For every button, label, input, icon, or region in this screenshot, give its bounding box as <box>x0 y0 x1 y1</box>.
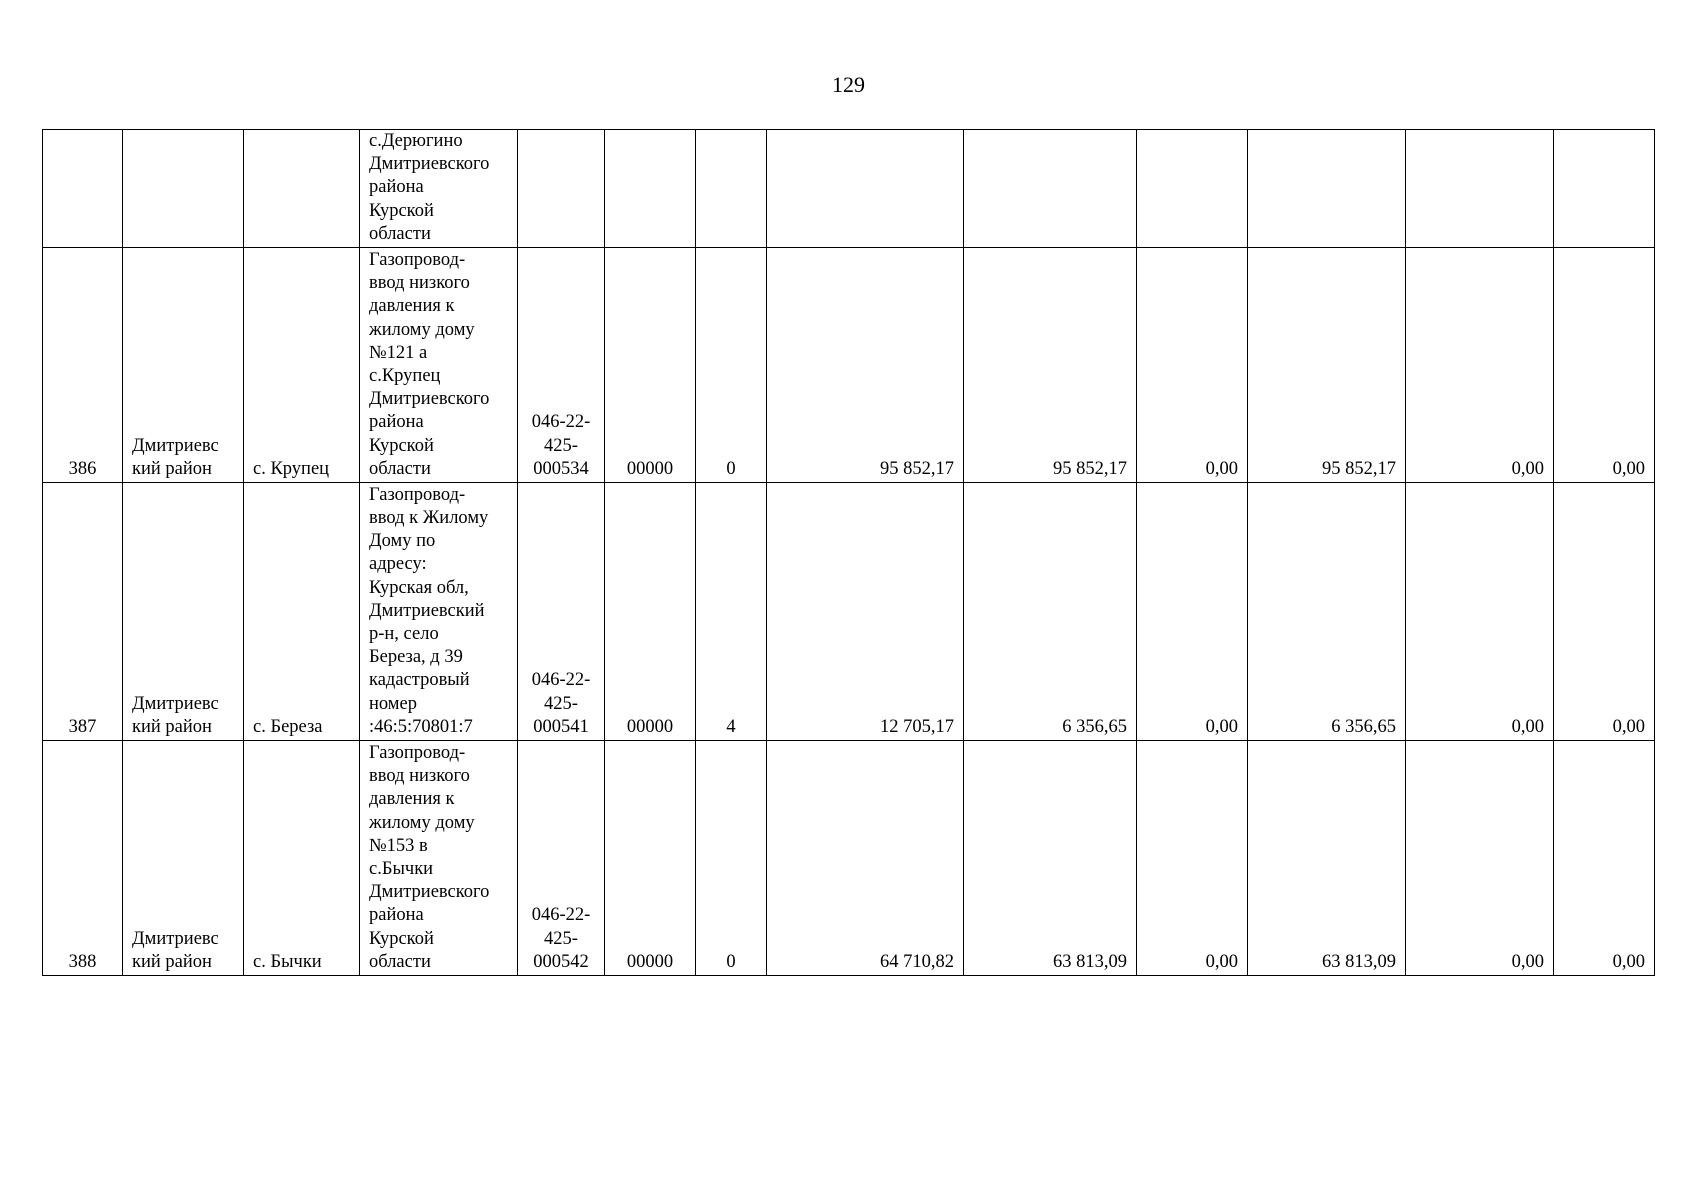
description-line: №153 в <box>369 835 428 856</box>
code-line: 000542 <box>533 951 589 972</box>
amount-cell <box>1248 130 1406 248</box>
flag-cell: 0 <box>696 248 767 483</box>
description-line: Дмитриевский <box>369 600 485 621</box>
amount-cell: 0,00 <box>1554 248 1655 483</box>
description-line: области <box>369 458 431 479</box>
description-line: Дмитриевского <box>369 882 490 903</box>
amount-cell: 63 813,09 <box>964 741 1137 976</box>
description-line: с.Бычки <box>369 859 434 879</box>
code-line: 000541 <box>533 716 589 737</box>
amount-cell: 95 852,17 <box>964 248 1137 483</box>
district-cell <box>123 741 244 976</box>
description-line: адресу: <box>369 554 427 575</box>
table-row <box>43 741 1655 976</box>
description-line: р-н, село <box>369 624 439 644</box>
amount-cell: 0,00 <box>1406 483 1554 741</box>
locality-cell <box>244 130 360 248</box>
description-line: района <box>369 905 424 926</box>
code-line: 000534 <box>533 458 589 479</box>
amount-cell: 0,00 <box>1554 483 1655 741</box>
row-number-cell: 388 <box>43 741 123 976</box>
description-cell <box>360 483 518 741</box>
zeros-cell <box>605 130 696 248</box>
amount-cell: 6 356,65 <box>964 483 1137 741</box>
row-number-cell <box>43 130 123 248</box>
code-line: 425- <box>544 693 578 714</box>
description-cell <box>360 741 518 976</box>
code-line: 046-22- <box>531 905 591 926</box>
district-cell <box>123 483 244 741</box>
locality-cell: с. Крупец <box>244 248 360 483</box>
page-number: 129 <box>832 72 865 97</box>
code-line: 046-22- <box>531 670 591 691</box>
code-cell <box>518 483 605 741</box>
description-line: Курской <box>369 435 434 456</box>
description-line: №121 а <box>369 342 428 363</box>
district-cell <box>123 248 244 483</box>
description-line: Дмитриевского <box>369 154 490 175</box>
description-line: жилому дому <box>369 812 475 833</box>
description-line: области <box>369 223 431 244</box>
description-line: :46:5:70801:7 <box>369 716 473 737</box>
description-cell <box>360 130 518 248</box>
table-row <box>43 483 1655 741</box>
description-line: номер <box>369 693 417 714</box>
amount-cell <box>1137 130 1248 248</box>
zeros-cell: 00000 <box>605 248 696 483</box>
amount-cell <box>964 130 1137 248</box>
district-line: Дмитриевс <box>132 928 219 949</box>
zeros-cell: 00000 <box>605 741 696 976</box>
description-line: Газопровод- <box>369 249 466 270</box>
description-line: Курской <box>369 928 434 949</box>
table-row <box>43 248 1655 483</box>
description-line: ввод низкого <box>369 766 470 787</box>
locality-cell: с. Береза <box>244 483 360 741</box>
description-line: Газопровод- <box>369 742 466 763</box>
amount-cell: 6 356,65 <box>1248 483 1406 741</box>
amount-cell: 64 710,82 <box>767 741 964 976</box>
code-cell <box>518 741 605 976</box>
description-line: давления к <box>369 296 455 317</box>
description-line: района <box>369 177 424 198</box>
amount-cell: 95 852,17 <box>767 248 964 483</box>
amount-cell <box>1554 130 1655 248</box>
description-line: ввод низкого <box>369 273 470 294</box>
amount-cell: 0,00 <box>1406 741 1554 976</box>
description-line: с.Дерюгино <box>369 131 463 151</box>
district-cell <box>123 130 244 248</box>
district-line: кий район <box>132 716 212 737</box>
code-line: 425- <box>544 435 578 456</box>
district-line: кий район <box>132 951 212 972</box>
amount-cell: 63 813,09 <box>1248 741 1406 976</box>
locality-cell: с. Бычки <box>244 741 360 976</box>
amount-cell: 0,00 <box>1137 248 1248 483</box>
amount-cell <box>1406 130 1554 248</box>
description-line: Курская обл, <box>369 577 469 598</box>
table-row <box>43 130 1655 248</box>
description-line: Дмитриевского <box>369 389 490 410</box>
code-cell <box>518 130 605 248</box>
amount-cell: 95 852,17 <box>1248 248 1406 483</box>
row-number-cell: 386 <box>43 248 123 483</box>
description-line: района <box>369 412 424 433</box>
amount-cell <box>767 130 964 248</box>
description-line: области <box>369 951 431 972</box>
zeros-cell: 00000 <box>605 483 696 741</box>
code-line: 046-22- <box>531 412 591 433</box>
district-line: Дмитриевс <box>132 693 219 714</box>
description-line: Дому по <box>369 531 436 552</box>
description-line: кадастровый <box>369 670 470 691</box>
registry-table <box>42 129 1655 976</box>
description-line: Газопровод- <box>369 484 466 505</box>
flag-cell: 4 <box>696 483 767 741</box>
description-line: жилому дому <box>369 319 475 340</box>
amount-cell: 0,00 <box>1137 483 1248 741</box>
amount-cell: 12 705,17 <box>767 483 964 741</box>
description-line: с.Крупец <box>369 366 441 386</box>
district-line: Дмитриевс <box>132 435 219 456</box>
flag-cell <box>696 130 767 248</box>
district-line: кий район <box>132 458 212 479</box>
amount-cell: 0,00 <box>1137 741 1248 976</box>
code-cell <box>518 248 605 483</box>
description-cell <box>360 248 518 483</box>
code-line: 425- <box>544 928 578 949</box>
amount-cell: 0,00 <box>1554 741 1655 976</box>
row-number-cell: 387 <box>43 483 123 741</box>
description-line: Береза, д 39 <box>369 647 463 668</box>
description-line: Курской <box>369 200 434 221</box>
amount-cell: 0,00 <box>1406 248 1554 483</box>
description-line: ввод к Жилому <box>369 507 489 528</box>
description-line: давления к <box>369 789 455 810</box>
flag-cell: 0 <box>696 741 767 976</box>
